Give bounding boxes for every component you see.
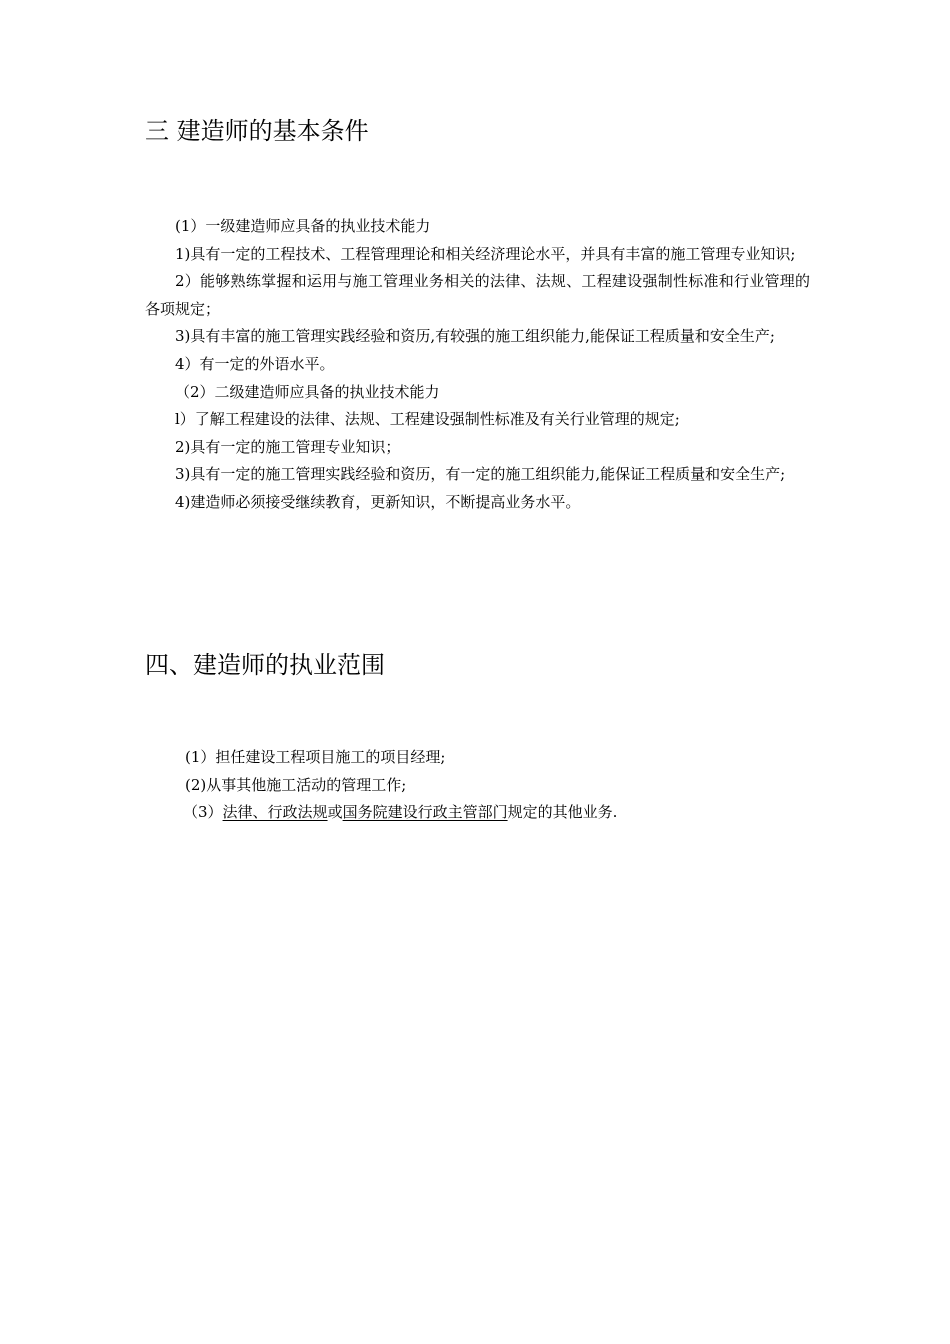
paragraph: 3)具有丰富的施工管理实践经验和资历,有较强的施工组织能力,能保证工程质量和安全生产; (175, 327, 775, 346)
paragraph: （2）二级建造师应具备的执业技术能力 (175, 382, 440, 401)
section-3-heading: 三 建造师的基本条件 (145, 117, 369, 145)
paragraph: 1)具有一定的工程技术、工程管理理论和相关经济理论水平，并具有丰富的施工管理专业知识; (175, 244, 796, 263)
paragraph: (1）一级建造师应具备的执业技术能力 (175, 217, 431, 235)
item-suffix: 规定的其他业务. (507, 803, 618, 822)
state-council-dept-link[interactable]: 国务院建设行政主管部门 (342, 803, 508, 822)
paragraph: (2)从事其他施工活动的管理工作; (185, 775, 407, 794)
paragraph: 2)具有一定的施工管理专业知识； (175, 437, 401, 456)
paragraph: (1）担任建设工程项目施工的项目经理; (185, 748, 446, 766)
section-3-body (145, 213, 810, 517)
law-regulation-link[interactable]: 法律、行政法规 (222, 803, 328, 822)
section-4-heading: 四、建造师的执业范围 (145, 651, 385, 679)
connector-text: 或 (327, 803, 343, 822)
paragraph: 4)建造师必须接受继续教育，更新知识，不断提高业务水平。 (175, 492, 581, 511)
item-prefix: （3） (183, 803, 223, 822)
paragraph (145, 799, 810, 827)
paragraph: 4）有一定的外语水平。 (175, 354, 335, 373)
section-4-body (145, 744, 810, 827)
paragraph: 2）能够熟练掌握和运用与施工管理业务相关的法律、法规、工程建设强制性标准和行业管理的各项规定； (145, 272, 810, 318)
paragraph: l）了解工程建设的法律、法规、工程建设强制性标准及有关行业管理的规定; (175, 410, 680, 429)
paragraph: 3)具有一定的施工管理实践经验和资历，有一定的施工组织能力,能保证工程质量和安全生产; (175, 465, 786, 484)
